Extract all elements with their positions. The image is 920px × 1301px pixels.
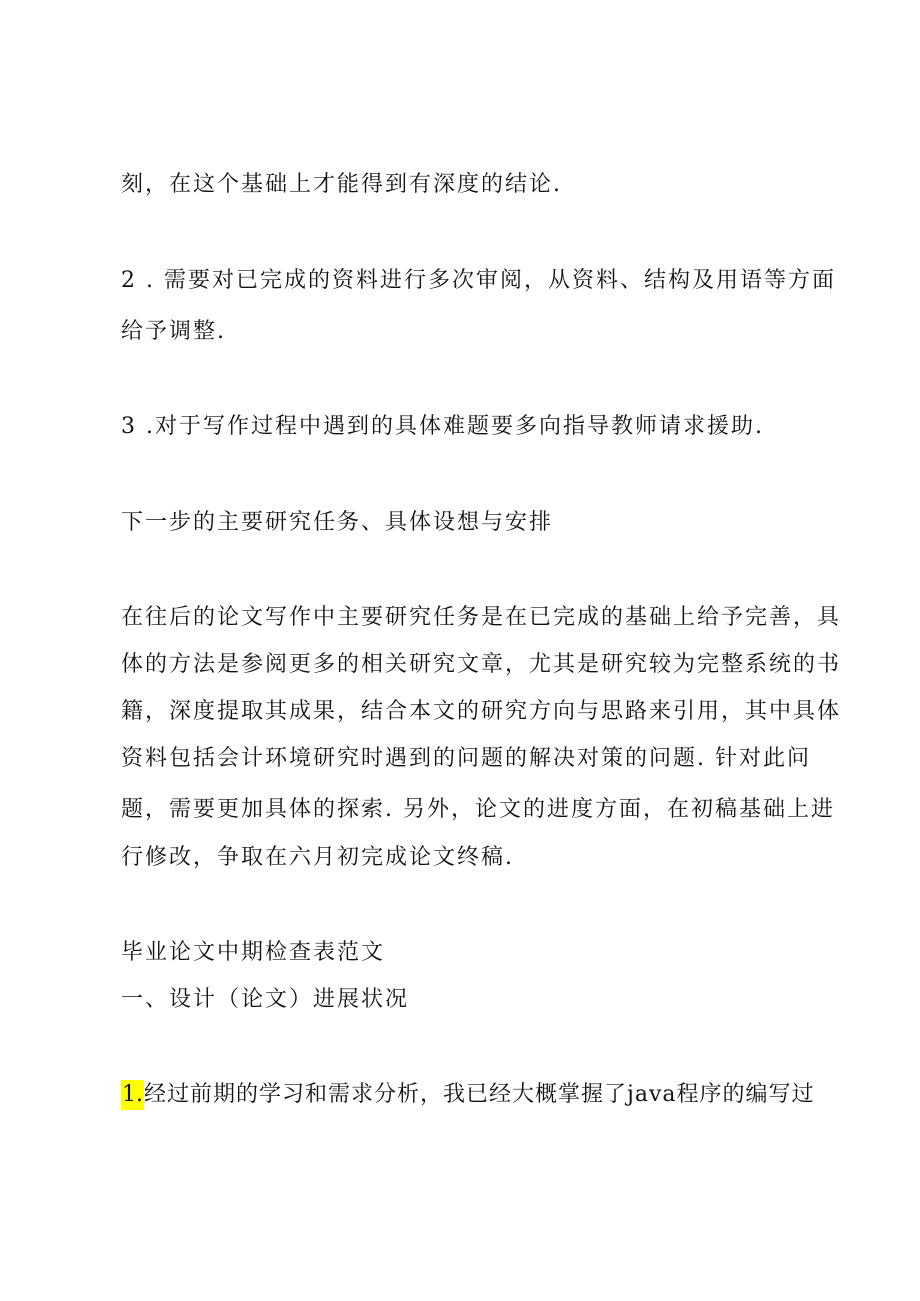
- paragraph-line: 在往后的论文写作中主要研究任务是在已完成的基础上给予完善，具: [121, 605, 842, 630]
- paragraph-line: 资料包括会计环境研究时遇到的问题的解决对策的问题. 针对此问: [121, 746, 811, 771]
- paragraph-line: 刻，在这个基础上才能得到有深度的结论.: [121, 172, 562, 197]
- document-title: 毕业论文中期检查表范文: [121, 940, 386, 965]
- paragraph-line: 体的方法是参阅更多的相关研究文章，尤其是研究较为完整系统的书: [121, 652, 842, 677]
- paragraph-line: 行修改，争取在六月初完成论文终稿.: [121, 845, 514, 870]
- paragraph-line: 籍，深度提取其成果，结合本文的研究方向与思路来引用，其中具体: [121, 699, 842, 724]
- list-item-1-text: 经过前期的学习和需求分析，我已经大概掌握了java程序的编写过: [144, 1082, 815, 1107]
- list-item-2-line-2: 给予调整.: [121, 319, 226, 344]
- list-item-2-line-1: 2 . 需要对已完成的资料进行多次审阅，从资料、结构及用语等方面: [121, 268, 836, 293]
- list-item-1: [121, 1080, 815, 1110]
- paragraph-line: 题，需要更加具体的探索. 另外，论文的进度方面，在初稿基础上进: [121, 797, 835, 822]
- section-heading-next-steps: 下一步的主要研究任务、具体设想与安排: [121, 510, 554, 535]
- highlighted-list-marker: 1.: [121, 1080, 144, 1110]
- list-item-3: 3 .对于写作过程中遇到的具体难题要多向指导教师请求援助.: [121, 414, 764, 439]
- section-heading-progress: 一、设计（论文）进展状况: [121, 987, 410, 1012]
